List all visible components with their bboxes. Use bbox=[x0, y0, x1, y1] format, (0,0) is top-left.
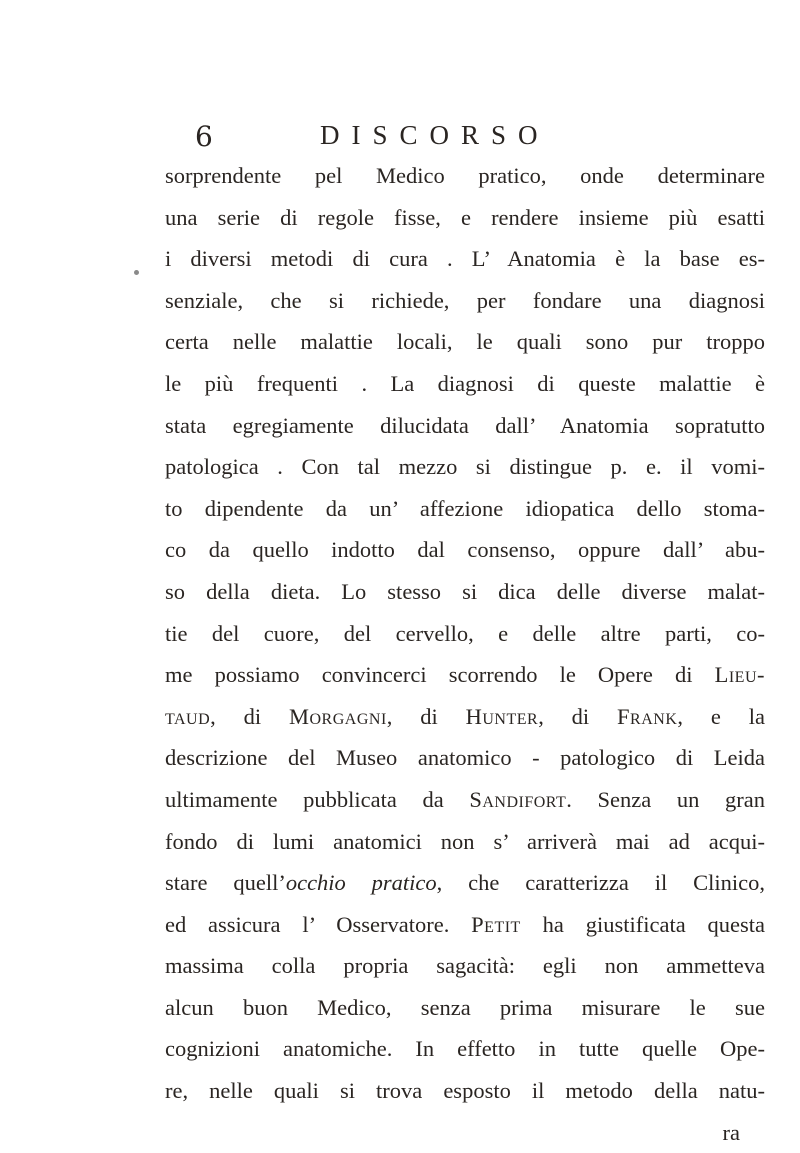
text-line: i diversi metodi di cura . L’ Anatomia è la base es- bbox=[165, 246, 765, 272]
text-segment: . Senza un gran bbox=[566, 786, 766, 812]
author-name: Petit bbox=[471, 911, 521, 937]
text-segment: stare quell’ bbox=[165, 870, 286, 896]
text-line: stata egregiamente dilucidata dall’ Anatomia sopratutto bbox=[165, 412, 765, 438]
text-line: sorprendente pel Medico pratico, onde determinare bbox=[165, 163, 765, 188]
text-line bbox=[165, 904, 765, 946]
text-line: so della dieta. Lo stesso si dica delle diverse malat- bbox=[165, 578, 765, 604]
author-name: Hunter bbox=[465, 703, 539, 729]
margin-dot bbox=[134, 270, 139, 275]
author-name: Lieu- bbox=[714, 662, 765, 688]
page-header bbox=[195, 120, 795, 160]
text-line: fondo di lumi anatomici non s’ arriverà mai ad acqui- bbox=[165, 828, 765, 854]
author-name: Sandifort bbox=[469, 786, 567, 812]
running-title: DISCORSO bbox=[320, 120, 550, 150]
text-line: re, nelle quali si trova esposto il metodo della natu- bbox=[165, 1078, 765, 1104]
text-line: le più frequenti . La diagnosi di queste malattie è bbox=[165, 370, 765, 396]
author-name: taud bbox=[165, 703, 211, 729]
text-line: massima colla propria sagacità: egli non ammetteva bbox=[165, 953, 765, 979]
italic-phrase: occhio pratico bbox=[285, 870, 437, 896]
text-line bbox=[165, 696, 765, 738]
text-line: una serie di regole fisse, e rendere insieme più esatti bbox=[165, 204, 765, 230]
text-line: tie del cuore, del cervello, e delle altre parti, co- bbox=[165, 620, 765, 646]
text-line bbox=[165, 779, 765, 821]
text-line bbox=[165, 862, 765, 904]
text-line: descrizione del Museo anatomico - patologico di Leida bbox=[165, 745, 765, 771]
text-line: senziale, che si richiede, per fondare una diagnosi bbox=[165, 287, 765, 313]
text-line: alcun buon Medico, senza prima misurare le sue bbox=[165, 994, 765, 1020]
text-segment: , che caratterizza il Clinico, bbox=[436, 870, 765, 896]
catchword: ra bbox=[722, 1119, 740, 1145]
text-segment: , di bbox=[210, 703, 262, 729]
text-line: certa nelle malattie locali, le quali sono pur troppo bbox=[165, 329, 765, 355]
text-line bbox=[165, 654, 765, 696]
text-segment: , e la bbox=[677, 703, 765, 729]
text-line: co da quello indotto dal consenso, oppure dall’ abu- bbox=[165, 537, 765, 563]
text-segment: ultimamente pubblicata da bbox=[165, 786, 444, 812]
body-text bbox=[165, 155, 765, 1153]
author-name: Morgagni bbox=[289, 703, 387, 729]
text-segment: me possiamo convincerci scorrendo le Opere di bbox=[165, 662, 693, 688]
author-name: Frank bbox=[617, 703, 678, 729]
text-line: to dipendente da un’ affezione idiopatica dello stoma- bbox=[165, 495, 765, 521]
text-segment: , di bbox=[538, 703, 590, 729]
text-line: cognizioni anatomiche. In effetto in tutte quelle Ope- bbox=[165, 1036, 765, 1062]
text-line: patologica . Con tal mezzo si distingue p. e. il vomi- bbox=[165, 454, 765, 480]
text-segment: ha giustificata questa bbox=[542, 911, 766, 937]
text-segment: , di bbox=[386, 703, 438, 729]
text-segment: ed assicura l’ Osservatore. bbox=[165, 911, 450, 937]
page-number: 6 bbox=[195, 120, 213, 153]
